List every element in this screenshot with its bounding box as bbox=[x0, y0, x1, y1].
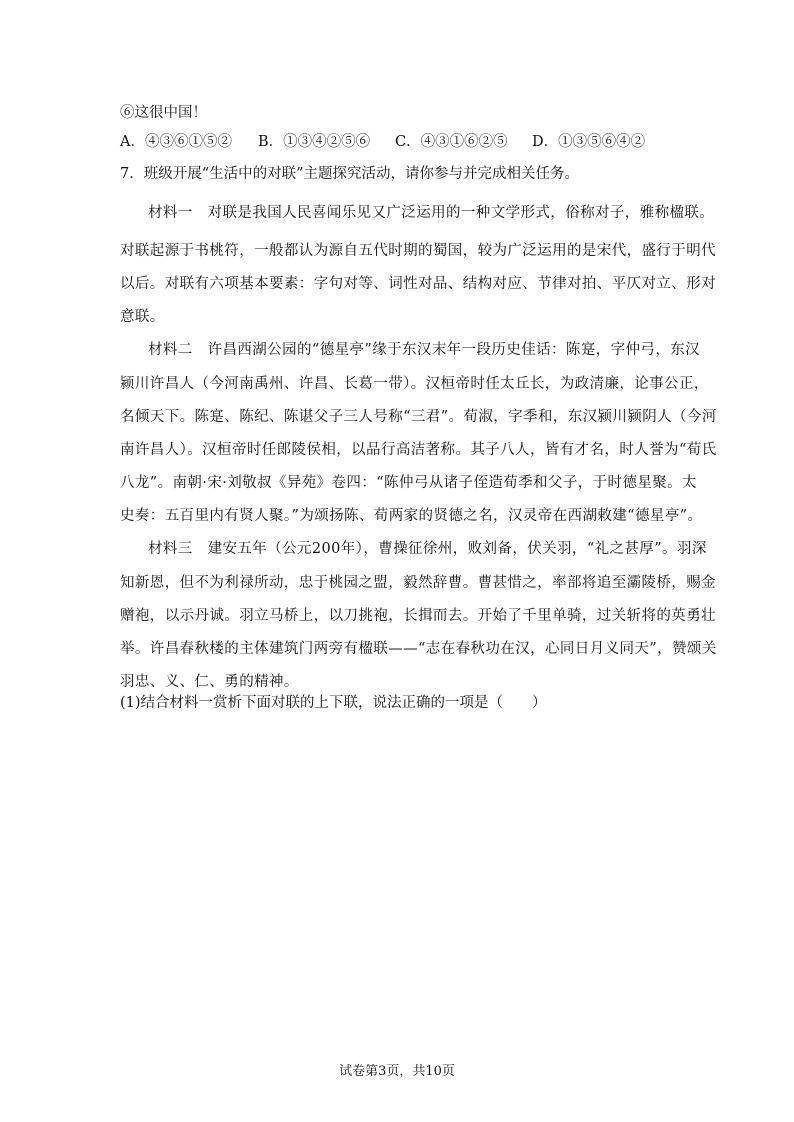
material-one-line: 材料一 对联是我国人民喜闻乐见又广泛运用的一种文学形式，俗称对子，雅称楹联。 bbox=[148, 205, 715, 221]
option-a: A．④③⑥①⑤② bbox=[120, 134, 232, 150]
material-two-line: 南许昌人）。汉桓帝时任郎陵侯相，以品行高洁著称。其子八人，皆有才名，时人誉为“荀氏 bbox=[120, 442, 717, 458]
option-d: D．①③⑤⑥④② bbox=[532, 134, 646, 150]
material-two-line: 史奏：五百里内有贤人聚。”为颂扬陈、荀两家的贤德之名，汉灵帝在西湖敕建“德星亭”。 bbox=[120, 508, 703, 524]
question6-item6: ⑥这很中国！ bbox=[120, 105, 207, 121]
material-two-line: 颍川许昌人（今河南禹州、许昌、长葛一带）。汉桓帝时任太丘长，为政清廉，论事公正， bbox=[120, 376, 709, 392]
option-b: B．①③④②⑤⑥ bbox=[258, 134, 371, 150]
material-three-line: 材料三 建安五年（公元200年），曹操征徐州，败刘备，伏关羽，“礼之甚厚”。羽深 bbox=[148, 541, 707, 557]
material-two-line: 名倾天下。陈寔、陈纪、陈谌父子三人号称“三君”。荀淑，字季和，东汉颍川颍阴人（今河 bbox=[120, 409, 717, 425]
option-c: C．④③①⑥②⑤ bbox=[395, 134, 508, 150]
material-three-line: 羽忠、义、仁、勇的精神。 bbox=[120, 674, 299, 690]
material-two-line: 八龙”。南朝·宋·刘敬叔《异苑》卷四：“陈仲弓从诸子侄造荀季和父子，于时德星聚。太 bbox=[120, 475, 697, 491]
question7-stem: 7．班级开展“生活中的对联”主题探究活动，请你参与并完成相关任务。 bbox=[120, 166, 580, 182]
material-one-line: 意联。 bbox=[120, 309, 165, 325]
sub-question-1: (1)结合材料一赏析下面对联的上下联，说法正确的一项是（ ） bbox=[120, 695, 547, 711]
material-one-line: 对联起源于书桃符，一般都认为源自五代时期的蜀国，较为广泛运用的是宋代，盛行于明代 bbox=[120, 243, 716, 259]
page-footer: 试卷第3页，共10页 bbox=[339, 1064, 455, 1079]
material-three-line: 赠袍，以示丹诚。羽立马桥上，以刀挑袍，长揖而去。开始了千里单骑，过关斩将的英勇壮 bbox=[120, 608, 716, 624]
material-three-line: 知新恩，但不为利禄所动，忠于桃园之盟，毅然辞曹。曹甚惜之，率部将追至灞陵桥，赐金 bbox=[120, 575, 716, 591]
material-three-line: 举。许昌春秋楼的主体建筑门两旁有楹联——“志在春秋功在汉，心同日月义同天”，赞颂关 bbox=[120, 641, 717, 657]
material-one-line: 以后。对联有六项基本要素：字句对等、词性对品、结构对应、节律对拍、平仄对立、形对 bbox=[120, 276, 716, 292]
material-two-line: 材料二 许昌西湖公园的“德星亭”缘于东汉末年一段历史佳话：陈寔，字仲弓，东汉 bbox=[148, 342, 701, 358]
